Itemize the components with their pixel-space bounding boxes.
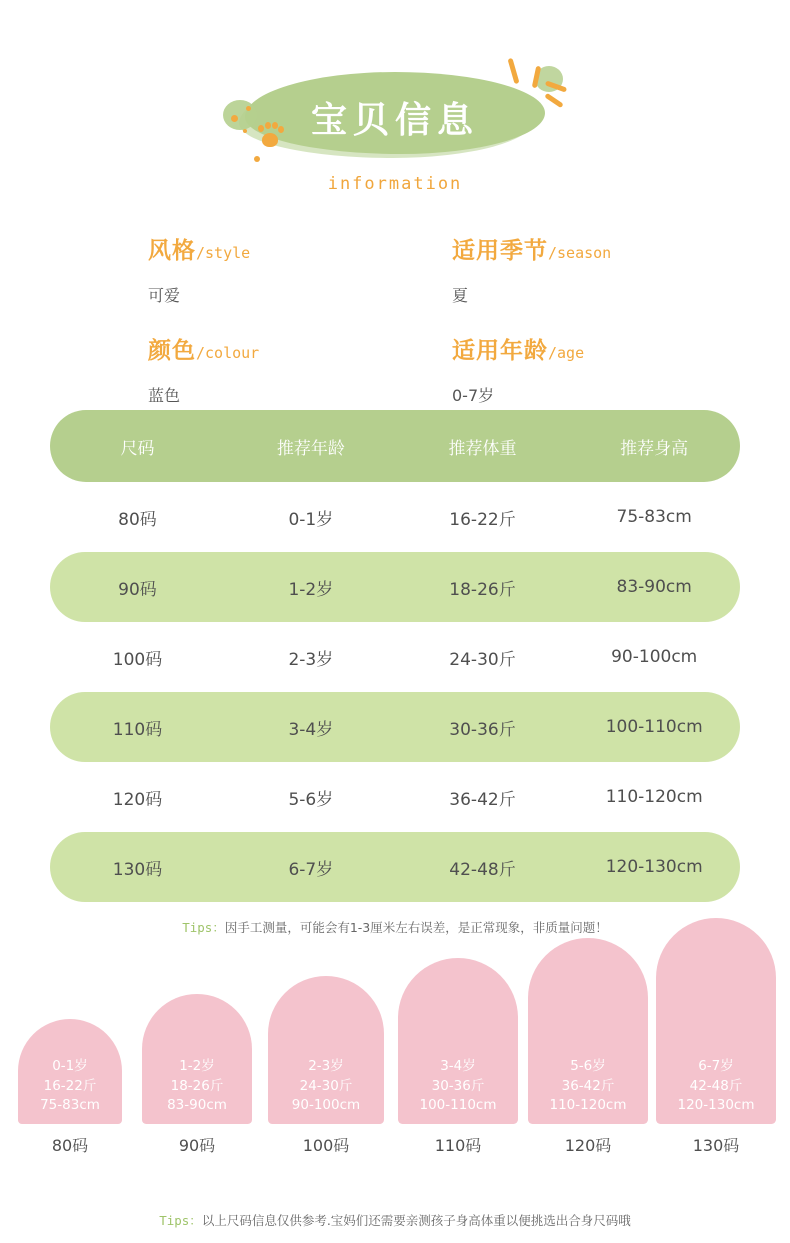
tips-text: 因手工测量，可能会有1-3厘米左右误差，是正常现象，非质量问题！ bbox=[224, 920, 608, 935]
info-label-en: /age bbox=[548, 344, 585, 362]
table-cell-age: 1-2岁 bbox=[288, 579, 334, 600]
table-cell-height: 100-110cm bbox=[605, 717, 703, 737]
arch-line-height: 90-100cm bbox=[291, 1097, 361, 1114]
info-label-en: /season bbox=[548, 244, 612, 262]
arch-line-age: 2-3岁 bbox=[308, 1058, 344, 1075]
info-label-en: /colour bbox=[196, 344, 260, 362]
arch-line-height: 110-120cm bbox=[549, 1097, 627, 1114]
measurement-tips bbox=[50, 918, 740, 936]
arch-line-weight: 30-36斤 bbox=[431, 1077, 485, 1094]
footer-tips bbox=[0, 1211, 790, 1229]
table-row bbox=[50, 692, 740, 762]
table-row bbox=[50, 762, 740, 832]
table-cell-height: 90-100cm bbox=[611, 647, 698, 667]
table-header-cell: 推荐年龄 bbox=[276, 438, 345, 459]
size-table bbox=[50, 410, 740, 936]
info-field-style bbox=[148, 232, 250, 306]
table-cell-weight: 24-30斤 bbox=[449, 649, 516, 670]
table-cell-size: 130码 bbox=[112, 859, 163, 880]
table-row bbox=[50, 832, 740, 902]
table-cell-size: 100码 bbox=[112, 649, 163, 670]
table-cell-height: 110-120cm bbox=[605, 787, 703, 807]
page-header bbox=[0, 0, 790, 200]
page-title: 宝贝信息 bbox=[310, 100, 479, 141]
table-header-cell: 推荐身高 bbox=[620, 438, 689, 459]
arch-line-age: 0-1岁 bbox=[52, 1058, 88, 1075]
table-header-cell: 尺码 bbox=[120, 438, 155, 459]
info-value: 夏 bbox=[452, 286, 469, 305]
table-cell-weight: 36-42斤 bbox=[449, 789, 516, 810]
arch-line-age: 5-6岁 bbox=[570, 1058, 606, 1075]
decor-dot-icon bbox=[254, 156, 260, 162]
info-label-row bbox=[452, 232, 611, 265]
arch-line-weight: 36-42斤 bbox=[561, 1077, 615, 1094]
table-row bbox=[50, 622, 740, 692]
table-cell-height: 75-83cm bbox=[616, 507, 692, 527]
table-cell-height: 83-90cm bbox=[616, 577, 692, 597]
arch-label-size: 110码 bbox=[434, 1136, 482, 1155]
info-label-row bbox=[452, 332, 584, 365]
table-cell-size: 120码 bbox=[112, 789, 163, 810]
arch-line-weight: 16-22斤 bbox=[43, 1077, 97, 1094]
info-field-colour bbox=[148, 332, 259, 406]
arch-bar bbox=[398, 958, 518, 1124]
info-label-cn: 风格 bbox=[148, 238, 196, 264]
arch-line-age: 1-2岁 bbox=[179, 1058, 215, 1075]
info-field-age bbox=[452, 332, 584, 406]
info-label-cn: 适用季节 bbox=[452, 238, 548, 264]
arch-label-size: 100码 bbox=[302, 1136, 350, 1155]
table-cell-weight: 30-36斤 bbox=[449, 719, 516, 740]
info-label-cn: 适用年龄 bbox=[452, 338, 548, 364]
arch-line-weight: 18-26斤 bbox=[170, 1077, 224, 1094]
arch-label-size: 120码 bbox=[564, 1136, 612, 1155]
table-header-cell: 推荐体重 bbox=[448, 438, 517, 459]
arch-line-age: 3-4岁 bbox=[440, 1058, 476, 1075]
arch-line-height: 83-90cm bbox=[167, 1097, 227, 1114]
table-row bbox=[50, 552, 740, 622]
arch-bar bbox=[142, 994, 252, 1124]
table-cell-size: 90码 bbox=[118, 579, 157, 600]
arch-bar bbox=[528, 938, 648, 1124]
info-label-en: /style bbox=[196, 244, 251, 262]
table-row bbox=[50, 482, 740, 552]
table-cell-weight: 42-48斤 bbox=[449, 859, 516, 880]
page-subtitle: information bbox=[327, 174, 463, 194]
footer-tips-text: 以上尺码信息仅供参考.宝妈们还需要亲测孩子身高体重以便挑选出合身尺码哦 bbox=[201, 1213, 631, 1228]
table-cell-size: 80码 bbox=[118, 509, 157, 530]
info-label-row bbox=[148, 232, 250, 265]
table-cell-size: 110码 bbox=[112, 719, 163, 740]
table-cell-age: 5-6岁 bbox=[288, 789, 334, 810]
info-label-cn: 颜色 bbox=[148, 338, 196, 364]
size-arch-chart bbox=[0, 946, 790, 1176]
table-cell-age: 6-7岁 bbox=[288, 859, 334, 880]
arch-line-height: 100-110cm bbox=[419, 1097, 497, 1114]
arch-line-weight: 42-48斤 bbox=[689, 1077, 743, 1094]
table-header-row bbox=[50, 410, 740, 482]
arch-label-size: 130码 bbox=[692, 1136, 740, 1155]
table-cell-age: 3-4岁 bbox=[288, 719, 334, 740]
arch-bar bbox=[656, 918, 776, 1124]
arch-bar bbox=[18, 1019, 122, 1124]
arch-line-height: 120-130cm bbox=[677, 1097, 755, 1114]
table-cell-age: 0-1岁 bbox=[288, 509, 334, 530]
table-cell-weight: 18-26斤 bbox=[449, 579, 516, 600]
table-cell-height: 120-130cm bbox=[605, 857, 703, 877]
footer-tips-prefix: Tips： bbox=[159, 1213, 202, 1228]
sparkle-icon bbox=[508, 58, 520, 84]
table-cell-weight: 16-22斤 bbox=[449, 509, 516, 530]
tips-prefix: Tips： bbox=[182, 920, 225, 935]
product-info-section bbox=[0, 210, 790, 410]
info-field-season bbox=[452, 232, 611, 306]
info-label-row bbox=[148, 332, 259, 365]
arch-bar bbox=[268, 976, 384, 1124]
arch-label-size: 80码 bbox=[51, 1136, 89, 1155]
info-value: 蓝色 bbox=[148, 386, 181, 405]
info-value: 可爱 bbox=[148, 286, 181, 305]
arch-label-size: 90码 bbox=[178, 1136, 216, 1155]
arch-line-weight: 24-30斤 bbox=[299, 1077, 353, 1094]
arch-line-height: 75-83cm bbox=[40, 1097, 100, 1114]
table-cell-age: 2-3岁 bbox=[288, 649, 334, 670]
arch-line-age: 6-7岁 bbox=[698, 1058, 734, 1075]
info-value: 0-7岁 bbox=[452, 386, 495, 405]
